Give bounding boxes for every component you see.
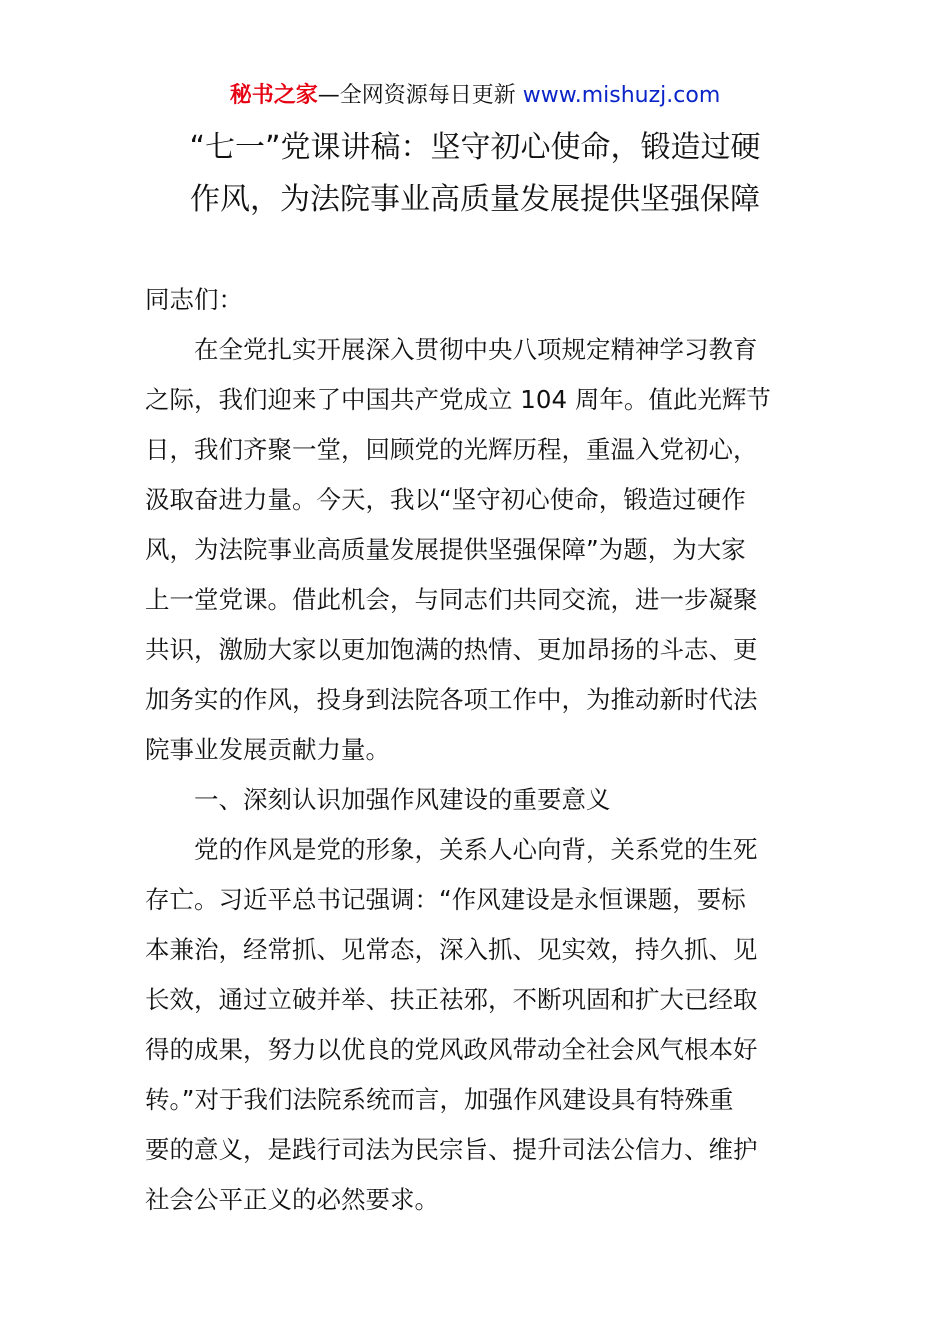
document-title <box>110 122 840 226</box>
paragraph-line: 之际，我们迎来了中国共产党成立 104 周年。值此光辉节 <box>145 385 771 414</box>
paragraph-line: 社会公平正义的必然要求。 <box>145 1185 439 1214</box>
salutation: 同志们： <box>145 285 243 314</box>
paragraph-line: 得的成果，努力以优良的党风政风带动全社会风气根本好 <box>145 1035 758 1064</box>
paragraph-line: 存亡。习近平总书记强调：“作风建设是永恒课题，要标 <box>145 885 746 914</box>
title-line: “七一”党课讲稿：坚守初心使命，锻造过硬 <box>189 130 761 165</box>
paragraph-line: 院事业发展贡献力量。 <box>145 735 390 764</box>
paragraph-line: 党的作风是党的形象，关系人心向背，关系党的生死 <box>194 835 758 864</box>
paragraph-line: 长效，通过立破并举、扶正祛邪，不断巩固和扩大已经取 <box>145 985 758 1014</box>
paragraph-line: 加务实的作风，投身到法院各项工作中，为推动新时代法 <box>145 685 758 714</box>
title-line: 作风，为法院事业高质量发展提供坚强保障 <box>190 182 760 217</box>
paragraph-line: 在全党扎实开展深入贯彻中央八项规定精神学习教育 <box>194 335 758 364</box>
paragraph-line: 日，我们齐聚一堂，回顾党的光辉历程，重温入党初心， <box>145 435 758 464</box>
paragraph-line: 要的意义，是践行司法为民宗旨、提升司法公信力、维护 <box>145 1135 758 1164</box>
paragraph-line: 汲取奋进力量。今天，我以“坚守初心使命，锻造过硬作 <box>145 485 746 514</box>
section-heading: 一、深刻认识加强作风建设的重要意义 <box>194 785 611 814</box>
paragraph-line: 转。”对于我们法院系统而言，加强作风建设具有特殊重 <box>145 1085 734 1114</box>
paragraph-line: 本兼治，经常抓、见常态，深入抓、见实效，持久抓、见 <box>145 935 758 964</box>
document-body <box>145 275 807 1225</box>
paragraph-line: 共识，激励大家以更加饱满的热情、更加昂扬的斗志、更 <box>145 635 758 664</box>
paragraph-line: 上一堂党课。借此机会，与同志们共同交流，进一步凝聚 <box>145 585 758 614</box>
site-url-link[interactable]: www.mishuzj.com <box>522 83 721 108</box>
site-header <box>0 78 950 114</box>
paragraph-line: 风，为法院事业高质量发展提供坚强保障”为题，为大家 <box>145 535 746 564</box>
site-tagline: —全网资源每日更新 <box>317 83 523 108</box>
site-brand: 秘书之家 <box>229 83 318 108</box>
